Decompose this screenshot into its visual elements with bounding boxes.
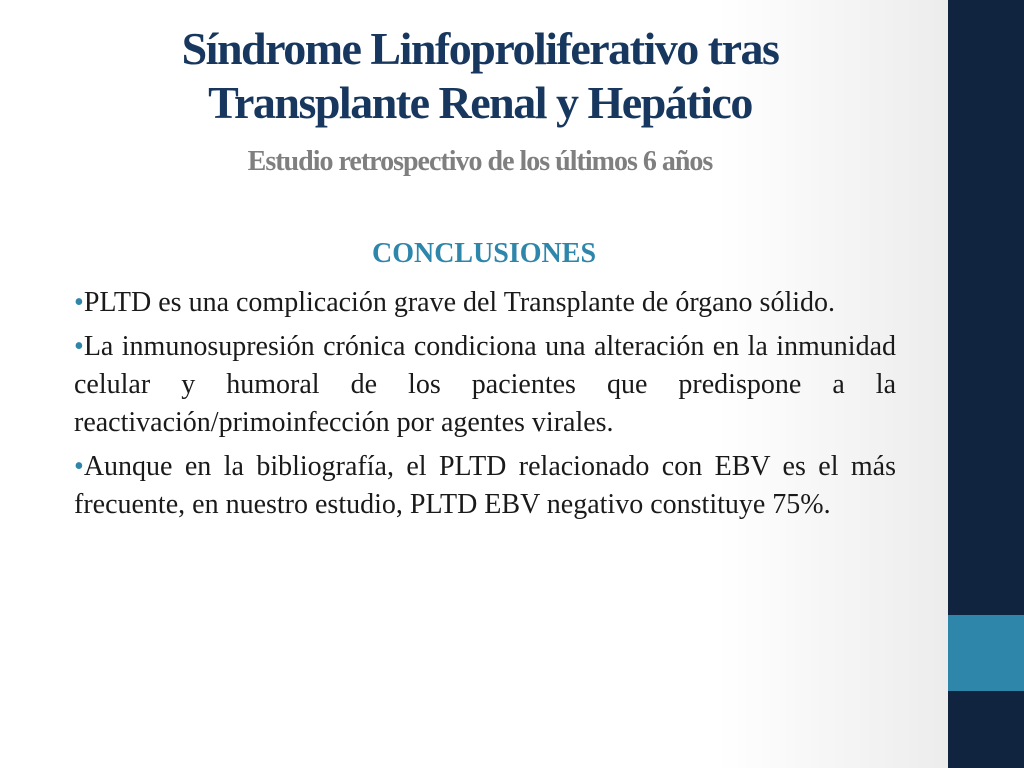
slide-title: [40, 22, 920, 130]
list-item: [74, 284, 896, 322]
slide-title-line-2: Transplante Renal y Hepático: [208, 77, 752, 128]
conclusions-list: [74, 284, 896, 530]
bullet-text: Aunque en la bibliografía, el PLTD relacionado con EBV es el más frecuente, en nuestro estudio, PLTD EBV negativo constituye 75%.: [74, 451, 896, 520]
sidebar-accent-block: [948, 615, 1024, 691]
section-heading: CONCLUSIONES: [371, 238, 597, 269]
bullet-icon: •: [74, 331, 84, 362]
list-item: [74, 448, 896, 524]
bullet-text: La inmunosupresión crónica condiciona una alteración en la inmunidad celular y humoral de los pacientes que predispone a la reactivación/primoinfección por agentes virales.: [74, 331, 896, 438]
bullet-icon: •: [74, 287, 84, 318]
slide-title-line-1: Síndrome Linfoproliferativo tras: [181, 23, 779, 74]
list-item: [74, 328, 896, 442]
bullet-text: PLTD es una complicación grave del Transplante de órgano sólido.: [83, 287, 836, 318]
bullet-icon: •: [74, 451, 84, 482]
slide-subtitle: Estudio retrospectivo de los últimos 6 años: [247, 146, 713, 177]
